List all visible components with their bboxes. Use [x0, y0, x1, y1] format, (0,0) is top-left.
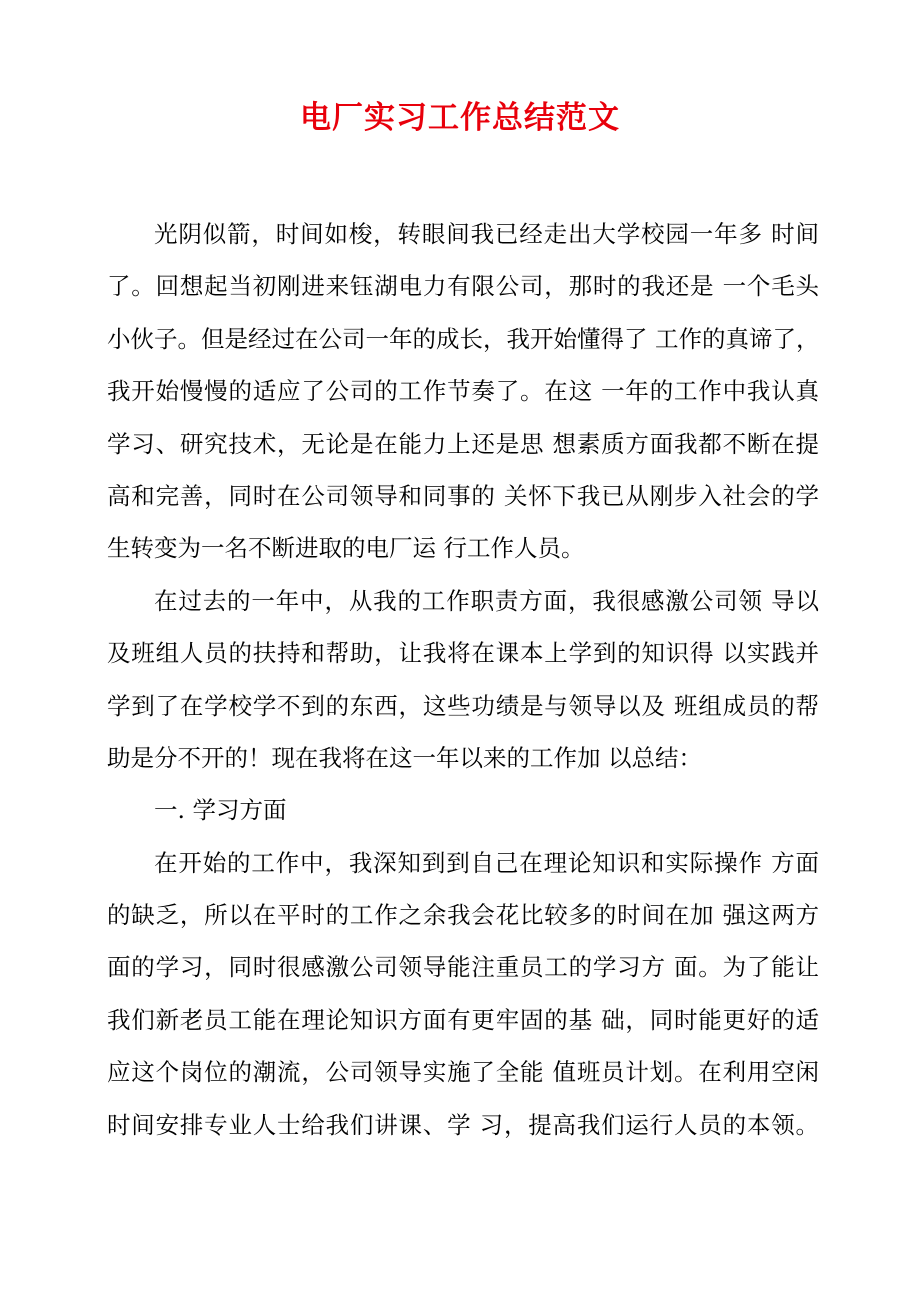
document-title: 电厂实习工作总结范文: [300, 100, 620, 136]
paragraph-line: 学习、研究技术，无论是在能力上还是思 想素质方面我都不断在提: [107, 429, 819, 458]
paragraph-line: 应这个岗位的潮流，公司领导实施了全能 值班员计划。在利用空闲: [107, 1058, 819, 1087]
paragraph-line: 在开始的工作中，我深知到到自己在理论知识和实际操作 方面: [154, 848, 819, 877]
paragraph-line: 光阴似箭，时间如梭，转眼间我已经走出大学校园一年多 时间: [154, 220, 819, 248]
paragraph-line: 助是分不开的！现在我将在这一年以来的工作加 以总结：: [107, 743, 702, 772]
paragraph-line: 了。回想起当初刚进来钰湖电力有限公司，那时的我还是 一个毛头: [107, 272, 819, 301]
paragraph-line: 面的学习，同时很感激公司领导能注重员工的学习方 面。为了能让: [107, 953, 819, 982]
paragraph-line: 及班组人员的扶持和帮助，让我将在课本上学到的知识得 以实践并: [107, 639, 819, 668]
paragraph-line: 在过去的一年中，从我的工作职责方面，我很感激公司领 导以: [154, 586, 819, 615]
paragraph-line: 我开始慢慢的适应了公司的工作节奏了。在这 一年的工作中我认真: [107, 377, 819, 406]
paragraph-line: 生转变为一名不断进取的电厂运 行工作人员。: [107, 534, 585, 563]
paragraph-line: 高和完善，同时在公司领导和同事的 关怀下我已从刚步入社会的学: [107, 481, 819, 510]
paragraph-line: 我们新老员工能在理论知识方面有更牢固的基 础，同时能更好的适: [107, 1005, 819, 1034]
section-heading: 一. 学习方面: [154, 796, 287, 825]
document-body: [107, 214, 819, 1157]
paragraph-line: 小伙子。但是经过在公司一年的成长，我开始懂得了 工作的真谛了，: [107, 324, 820, 353]
paragraph-line: 的缺乏，所以在平时的工作之余我会花比较多的时间在加 强这两方: [107, 901, 819, 930]
paragraph-line: 时间安排专业人士给我们讲课、学 习，提高我们运行人员的本领。: [107, 1110, 819, 1139]
paragraph-line: 学到了在学校学不到的东西，这些功绩是与领导以及 班组成员的帮: [107, 691, 819, 720]
